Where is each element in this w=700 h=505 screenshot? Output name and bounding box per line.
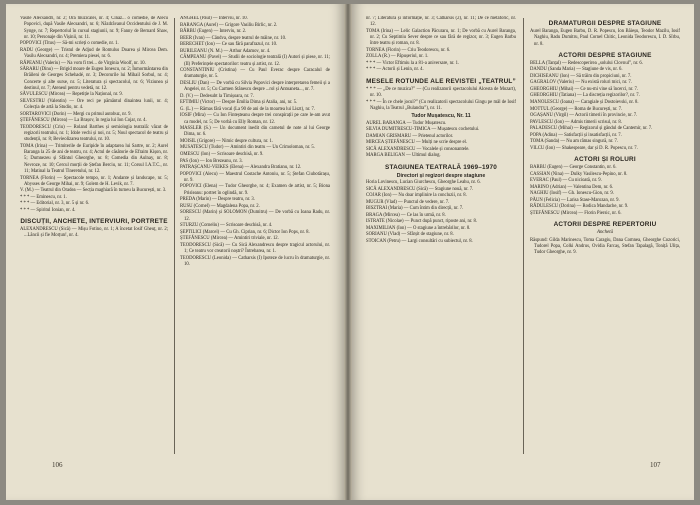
index-entry: SĂVULESCU (Mircea) — Repetiție la Național, nr. 9.	[20, 92, 123, 98]
index-entries	[530, 238, 680, 257]
index-entry: TORNEA (Florin) — Spectacole tempo, nr. 1; Andante și landscape, nr. 5; Abysses de George Mihai, nr. 9; Golem de H. Levik, nr. 7.	[20, 175, 168, 187]
index-entry: BERECHET (Ion) — Ce sau fără parafrazul, nr. 10.	[180, 42, 278, 48]
index-entry: STOICAN (Petru) — Largi consultări cu subiectul, nr. 8.	[366, 238, 473, 244]
index-entry: MARGA BELIGAN — Ultimul dialog.	[366, 153, 441, 159]
index-entry: AUREL BARANGA — Tudor Mușatescu.	[366, 120, 447, 126]
index-entry: PREDA (Marin) — Despre teatru, nr. 3.	[180, 197, 255, 203]
index-entries	[366, 121, 516, 160]
index-entry: OMESCU (Ion) — Scrisoare deschisă, nr. 9.	[180, 152, 264, 157]
index-entry: Horia Lovinescu, Lucian Giurchescu, Gheorghe Leahu, nr. 6.	[366, 180, 481, 186]
column-divider	[523, 18, 524, 454]
index-entry: PAS (Ion) — Ion Brezeanu, nr. 3.	[180, 158, 243, 164]
index-entry: PAVLESCU (Ion) — Admis timerii scrisul, nr. 8.	[530, 119, 622, 125]
index-entry: BISZTRAI (Maria) — Cum întim din direcții, nr. 7.	[366, 206, 464, 212]
index-entry: BRAGA (Mircea) — Ce las în urmă, nr. 8.	[366, 212, 446, 218]
index-entry: RUSU (Cornel) — Magdalena Popa, nr. 2.	[180, 203, 260, 209]
index-entry: TOMA (Irina) — Trimiterile de Euripide în adaptarea lui Sartre, nr. 2; Aurel Baranga la 25 de ani de teatru, nr. 4; Actul de căsătorie de Efraim Kișon, nr. 5; Dumnezeu și Sfântul Gheorghe, nr. 8; Comedia din Aulnay, nr. 8; Nevroze, nr. 10; Cercul morții de Ștefan Berciu, nr. 11; Corsul I.A.T.C., nr. 11; Matinal la Teatrul Tineretului, nr. 12.	[20, 143, 168, 174]
index-entry: D. (V.) — Dedesubt la Timișoara, nr. 7.	[180, 93, 254, 99]
index-entry: EFTIMIU (Victor) — Despre Emilia Dima și Atalia, ani, nr. 5.	[180, 100, 298, 106]
index-entry: * * * — Victor Eftimiu la a 81-a aniversare, nr. 1.	[366, 60, 460, 66]
index-entries	[20, 227, 168, 240]
index-entries	[366, 180, 516, 245]
left-page	[6, 4, 344, 500]
index-entry: TOMA (Sanda) — Nu am rămas singură, nr. 7.	[530, 139, 619, 145]
index-entry: RĂPEANU (Valeriu) — Na vom fi trei... de Virginia Woolf, nr. 10.	[20, 60, 146, 66]
index-entry: ANGHEL (Paul) — Interviu, nr. 10.	[180, 16, 248, 21]
book-gutter	[344, 4, 352, 500]
index-entry: TEODORESCU (Sică) — Cu Sică Alexandrescu despre tragicul actorului, nr. 1; Ce teatru vor creatorii noștri? Întrebarea, nr. 1.	[180, 242, 330, 255]
right-column-2	[530, 16, 680, 454]
index-entry: SORTAROVICI (Dorin) — Mergi cu primul autobuz, nr. 9.	[20, 111, 132, 117]
index-entry: ALEXANDRESCU (Sică) — Mișu Fotino, nr. 1; A încetat Iosif Gheuț, nr. 2; ...Lăncii și fie Morțun!, nr. 4.	[20, 227, 168, 239]
index-entry: Aurel Baranga, Eugen Barbu, D. R. Popescu, Ion Băieșu, Teodor Mazilu, Iosif Naghiu, Radu Dumitru, Paul Cornel Chitic, Leonida Teodorescu, I. D. Sîrbu, nr. 8.	[530, 29, 680, 47]
index-entry: MASSLER (S.) — Un document inedit din carnetul de note al lui George Dima, nr. 6.	[180, 126, 330, 138]
index-entry: ȘEPTILICI (Marcel) — Cu Gh. Ciprian, nr. 6; Dictor Ion Pops, nr. 8.	[180, 229, 310, 235]
index-entry: * * * — Editorial, nr. 3, nr. 5 și nr. 6.	[20, 201, 90, 207]
index-entry: CÂMPEANU (Pavel) — Studii de sociologie teatrală (I) Autori și piese, nr. 11; (II) Preferințele spectatorilor: teatru și artist, nr. 12.	[180, 55, 330, 67]
index-entry: MOISIL (Grigore) — Nimic despre cultura, nr. 1.	[180, 138, 274, 144]
index-entry: BARBU (Eugen) — George Constantin, nr. 6.	[530, 165, 617, 171]
index-entry: PĂUN (Felicia) — Larisa Stase-Marozan, nr. 9.	[530, 197, 620, 203]
index-entry: DICHISEANU (Ion) — Să trăim din propiciuni, nr. 7.	[530, 73, 632, 79]
section-heading-stagiunea: STAGIUNEA TEATRALĂ 1969–1970	[384, 163, 498, 171]
index-entry: SICĂ ALEXANDRESCU — Vocalele și consonantele.	[366, 146, 470, 152]
index-entry: * * * — „De ce muzica?” — (Cu realizatorii spectacolului Alcesta de Mozart), nr. 10.	[366, 86, 516, 98]
index-entry: RĂDULESCU (Dorina) — Rodica Mandache, nr. 9.	[530, 204, 629, 210]
index-entry: MANOLESCU (Ioana) — Caragiale și Dostoievski, nr. 8.	[530, 100, 639, 106]
index-entries	[530, 165, 680, 217]
section-heading-actorii-repertoriu: ACTORII DESPRE REPERTORIU	[553, 221, 657, 229]
index-entry: * * * — Eminescu, nr. 1.	[20, 194, 67, 200]
index-entry: GHEORGHIU (Tatiana) — La discreția regizorilor?, nr. 7.	[530, 93, 640, 99]
index-entries	[20, 16, 168, 214]
index-entry: POPA (Adina) — Satisfacții și insatisfacții, nr. 7.	[530, 132, 622, 138]
column-divider	[174, 18, 175, 454]
subheading-ancheta: Anchetă	[596, 230, 614, 236]
index-entry: MUGUR (Vlad) — Punctul de vedere, nr. 7.	[366, 199, 450, 205]
index-entry: ȘTEFĂNESCU (Mircea) — La Brașov, în regia lui Ion Cojar, nr. 4.	[20, 118, 147, 124]
index-entry: BURILEANU (N. M.) — Arthur Adamov, nr. 4.	[180, 48, 271, 54]
index-entry: ISTRATE (Nicolae) — Punct după punct, riposte ani, nr. 8.	[366, 219, 478, 225]
index-entry: GAGRALOV (Valeriu) — Nu există roluri mici, nr. 7.	[530, 80, 632, 86]
left-column-1	[20, 16, 168, 454]
section-heading-discutii: DISCUȚII, ANCHETE, INTERVIURI, PORTRETE	[20, 218, 168, 226]
index-entries	[180, 16, 330, 268]
index-entry: ȘTEFĂNESCU (Mircea) — Amintiri triviale, nr. 12.	[180, 236, 279, 242]
index-entry: SILVIA DUMITRESCU-TIMICA — Mușatescu cochetului.	[366, 127, 480, 133]
index-entry: DAMIAN GRISMARU — Prietenul actorilor.	[366, 133, 454, 139]
index-entries	[530, 29, 680, 48]
index-entry: SĂRARU (Dinu) — Brigid moare de Eugen Ionescu, nr. 2; Înmormântarea din Brăileni de Georges Schehadé, nr. 3; Decorurile lui Mihail Sorbul, nr. 4; Concerte și alte surse, nr. 5; Literatura și spectacolul, nr. 6; Viziunea și destinul, nr. 7; Ateneul pentru vedetă, nr. 12.	[20, 67, 168, 91]
index-entry: * * * — În ce chele jocul?” (Cu realizatorii spectacolului Gingu pe mâl de Iosif Naghiu, la Teatrul „Bulandra”), nr. 11.	[366, 99, 516, 111]
index-entry: MOTTUL (George) — Roma de București, nr. 7.	[530, 106, 623, 112]
book-spread	[6, 4, 694, 502]
index-entry: BARANGA (Aurel) — Grigore Vasiliu Birlic, nr. 2.	[180, 22, 278, 28]
index-entry: MIRCEA ȘTEFĂNESCU — Mulți ne scrie despre el.	[366, 140, 468, 146]
index-entry: CASSIAN (Nina) — Dulky Vasilescu-Pepino, nr. 8.	[530, 171, 628, 177]
index-entry: BELLA (Tanțal) — Redescoperirea „solului Clovnul”, nr. 6.	[530, 60, 643, 66]
index-entry: VILCU (Ion) — Shakespeare, dar și D. R. Popescu, nr. 7.	[530, 145, 638, 151]
index-entry: SORIANU (Vlad) — Sfârșit de stagiune, nr. 8.	[366, 232, 454, 238]
left-column-2	[180, 16, 330, 454]
index-entry: MAXIMILIAN (Ion) — O stagiune a întrebărilor, nr. 8.	[366, 225, 471, 231]
index-entry: DESLIU (Dan) — De vorbă cu Silvia Popovici despre interpretarea femeii și a Angelei, nr. 5; Cu Carmen Stănescu despre ...rol și Antoaneta..., nr. 7.	[180, 80, 330, 93]
index-entry: POPOVICI (Elena) — Tudor Gheorghe, nr. 4; Examen de artist, nr. 5; Biona Prisleanu: portret în oglindă, nr. 9.	[180, 184, 330, 196]
index-entry: PALADESCU (Mihai) — Regizorul și gândul de Cantemir, nr. 7.	[530, 126, 653, 132]
index-entry: Vasile Alecsandri, nr. 2; Ora muzicalei, nr. 4; Cinãz... o comedie, de Alecu Popovici, după Vasile Alecsandri, nr. 6; Năzdrăvanul Occidentului de J. M. Synge, nr. 7; Repertoriul în cursul stagiunii, nr. 9; Fanny de Bernard Shaw, nr. 10; Personaje din Vișinii, nr. 11.	[20, 16, 168, 40]
index-entry: ZOLLA (R.) — Păpușeriul, nr. 1.	[366, 54, 429, 60]
index-entry: TORNEA (Florin) — Criu Teodorescu, nr. 6.	[366, 47, 451, 53]
index-entry: TEODORESCU (Criu) — Roland Barthes și semiologia teatrală: văzut de regizorii teatrului, nr. 1; Idole vechi și noi, nr. 5; Noul spectacol de teatru și studenții, nr. 8; Bevieolizarea teatrului, nr. 10.	[20, 124, 168, 143]
index-entry: PATRAȘCANU-VEIKES (Elena) — Alexandra Bratianu, nr. 12.	[180, 165, 302, 171]
section-heading-dramaturgii: DRAMATURGII DESPRE STAGIUNE	[548, 20, 662, 27]
index-entry: CONSTANTINIU (Cristina) — Cu Paul Everac despre Caracalul de dramaturgie, nr. 5.	[180, 68, 330, 80]
index-entry: STURZU (Corneliu) — Scrisoare deschisă, nr. 4.	[180, 223, 273, 229]
index-entry: TOMA (Irina) — Lelic Galaction Păcuraru, nr. 1; De vorbă cu Aurel Baranga, nr. 2; Cu Septimiu Sever despre ce sau fără de regizor, nr. 3; Eugen Barbu între teatru și roman, nr. 8.	[366, 28, 516, 47]
index-entries	[530, 61, 680, 152]
index-entry: MARINO (Adrian) — Valentina Dem, nr. 6.	[530, 184, 614, 190]
section-heading-mesele-rotunde: MESELE ROTUNDE ALE REVISTEI „TEATRUL”	[366, 77, 516, 85]
right-page	[352, 4, 694, 500]
index-entry: SILVESTRU (Valentin) — Ore reci pe pământul dinaintea lunii, nr. 4; Colecția de artă la Studio, nr. 4.	[20, 99, 168, 111]
page-number-right: 107	[650, 461, 661, 469]
index-entry: POPOVICI (Titus) — Să-mi scrieți o comedie, nr. 1.	[20, 41, 119, 47]
right-column-1	[366, 16, 516, 454]
index-entry: NAGHIU (Iosif) — Gh. Ionescu-Gion, nr. 9.	[530, 191, 614, 197]
index-entry: TEODORESCU (Leonida) — Catharsis (I) Ipoteze de lucru în dramaturgie, nr. 10.	[180, 255, 330, 267]
index-entry: BEER (Ivan) — Cândva, despre teatrul de mâine, nr. 10.	[180, 35, 287, 41]
section-heading-actorii-stagiune: ACTORII DESPRE STAGIUNE	[558, 51, 652, 59]
index-entry: GHEORGHIU (Mihai) — Ce nu-mi vine să încerci, nr. 7.	[530, 86, 639, 92]
index-entry: * * * — Actorii și Lenin, nr. 4.	[366, 67, 424, 73]
index-entry: SICĂ ALEXANDRESCU (Sică) — Stagiune nouă, nr. 7.	[366, 186, 474, 192]
index-entry: * * * — Spiritul Ionian, nr. 4.	[20, 207, 76, 213]
index-entry: COJAR (Ion) — Nu doar implinire la concluzii, nr. 8.	[366, 193, 467, 199]
index-entry: Răspund: Gilda Marinescu, Toma Caragiu, Dana Comnea, Gheorghe Cozorici, Tudorel Popa, Colki Andrus, Ovidia Farcaș, Stefan Tapalagă, Toniță Ulița, Tudor Gheorghe, nr. 9.	[530, 237, 680, 256]
index-entry: EVERAC (Paul) — Cu nicioată, nr. 9.	[530, 178, 602, 184]
page-number-left: 106	[52, 461, 63, 469]
index-entries	[366, 16, 516, 74]
index-entry: MUSATESCU (Tudor) — Amintiri din teatru — Un Crimoloman, nr. 5.	[180, 145, 315, 151]
index-entry: BĂRBU (Eugen) — Interviu, nr. 2.	[180, 29, 247, 35]
index-entry: G. (L.) — Rămas fără vocal (La 90 de ani de la moartea lui Liszt), nr. 7.	[180, 106, 315, 112]
index-entry: POPOVICI (Alecu) — Maestrul Costache Antoniu, nr. 5; Ștefan Ciubotărașu, nr. 9.	[180, 171, 330, 183]
subheading-directori: Directori și regizori despre stagiune	[396, 172, 486, 179]
index-entry: ȘTEFĂNESCU (Mircea) — Florin Piersic, nr. 6.	[530, 210, 622, 216]
index-entry: OGAȘANU (Virgil) — Actorii timerii în provincie, nr. 7.	[530, 113, 638, 119]
index-entry: RADU (George) — Tristul de Adjud de Romulus Doarea și Mircea Dem. Vasilu Alecsandri, nr. 4; Premiera piesei, nr. 6.	[20, 47, 168, 60]
index-entry: SORESCU (Marin) și SOLOMON (Dumitru) — De vorbă cu Ioana Radu, nr. 12.	[180, 210, 330, 222]
subheading-tudor-musatescu: Tudor Mușatescu, Nr. 11	[411, 113, 471, 120]
index-entries	[366, 87, 516, 112]
index-entry: nr. 7; Literatura și informație, nr. 3; Catharsis (2), nr. 11; De ce metaforic, nr. 12.	[366, 16, 516, 28]
section-heading-actori-roluri: ACTORI ȘI ROLURI	[574, 156, 636, 164]
index-entry: IOSIF (Mira) — Cu Ion Finteșteanu despre trei conspirații pe care le-am avut ca model, nr. 5; De vorbă cu Elly Roman, nr. 12.	[180, 113, 330, 125]
index-entry: V. (M.) — Teatrul din Oradea — Secția maghiară în turneu la București, nr. 3.	[20, 188, 167, 194]
index-entry: DANDU (Sanda Maria) — Stagiune de vis, nr. 6.	[530, 67, 623, 73]
